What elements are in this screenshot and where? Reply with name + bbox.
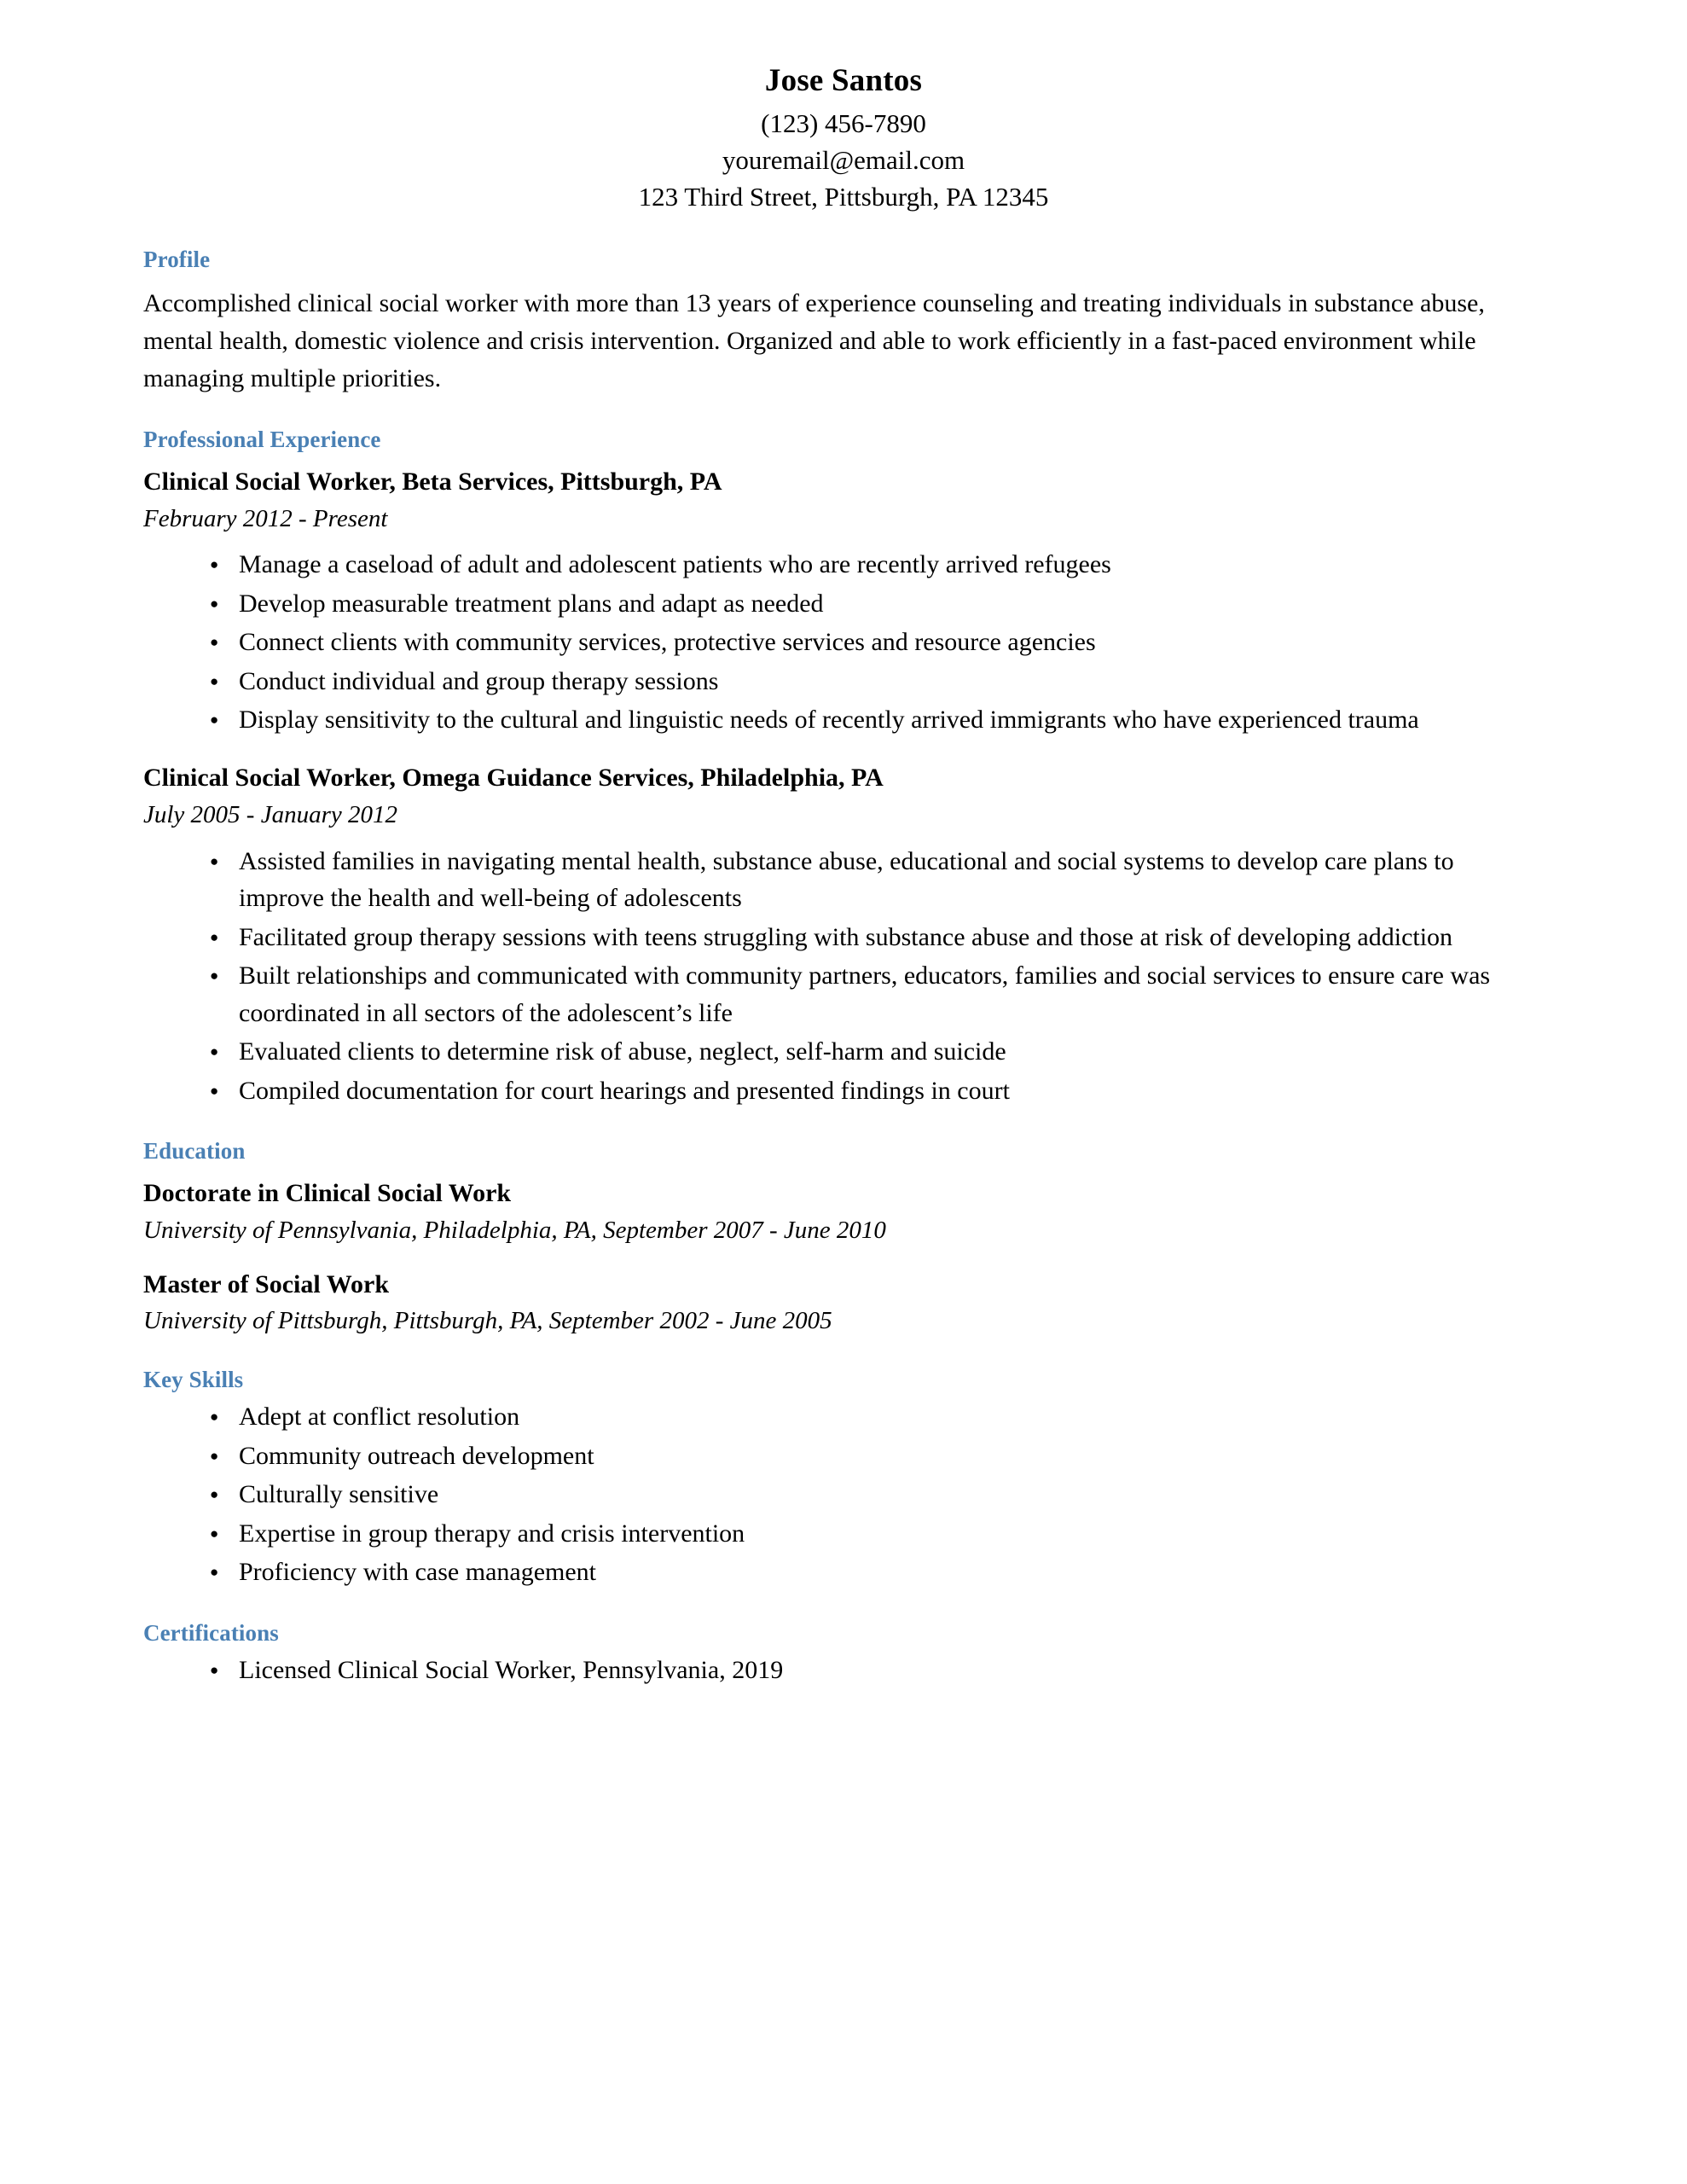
education-degree: Master of Social Work [143, 1269, 390, 1298]
list-item: ● Culturally sensitive [210, 1476, 1544, 1513]
job-dates: February 2012 - Present [143, 505, 388, 533]
list-item: ● Conduct individual and group therapy sessions [210, 663, 1544, 700]
experience-entry [143, 465, 1544, 739]
list-item: ● Proficiency with case management [210, 1554, 1544, 1591]
section-title-education: Education [143, 1138, 246, 1165]
list-item: ● Community outreach development [210, 1438, 1544, 1475]
list-item: ● Connect clients with community services, protective services and resource agencies [210, 624, 1544, 661]
list-item: ● Built relationships and communicated with community partners, educators, families and social services to ensure care was coordinated in all sectors of the adolescent’s life [210, 957, 1544, 1031]
job-bullets [143, 843, 1544, 1110]
section-title-profile: Profile [143, 246, 211, 272]
certifications-list [143, 1652, 1544, 1689]
experience-entry [143, 761, 1544, 1109]
profile-summary: Accomplished clinical social worker with more than 13 years of experience counseling and treating individuals in substance abuse, mental health, domestic violence and crisis intervention. Organized and able to work efficiently in a fast-paced environment while managing multiple priorities. [143, 288, 1485, 392]
job-title: Clinical Social Worker, Omega Guidance Services, Philadelphia, PA [143, 763, 884, 792]
section-title-certifications: Certifications [143, 1619, 279, 1646]
list-item: ● Compiled documentation for court hearings and presented findings in court [210, 1072, 1544, 1110]
education-entry [143, 1268, 1544, 1339]
section-title-experience: Professional Experience [143, 426, 381, 452]
candidate-phone: (123) 456-7890 [761, 108, 926, 139]
list-item: ● Adept at conflict resolution [210, 1398, 1544, 1436]
education-entry [143, 1176, 1544, 1247]
list-item: ● Licensed Clinical Social Worker, Pennsylvania, 2019 [210, 1652, 1544, 1689]
list-item: ● Assisted families in navigating mental health, substance abuse, educational and social systems to develop care plans to improve the health and well-being of adolescents [210, 843, 1544, 917]
list-item: ● Evaluated clients to determine risk of abuse, neglect, self-harm and suicide [210, 1033, 1544, 1071]
job-dates: July 2005 - January 2012 [143, 801, 397, 829]
candidate-name: Jose Santos [764, 63, 923, 98]
education-degree: Doctorate in Clinical Social Work [143, 1179, 512, 1208]
candidate-email: youremail@email.com [722, 145, 965, 176]
list-item: ● Display sensitivity to the cultural and linguistic needs of recently arrived immigrants who have experienced trauma [210, 701, 1544, 739]
education-detail: University of Pittsburgh, Pittsburgh, PA, September 2002 - June 2005 [143, 1307, 832, 1335]
key-skills-list [143, 1398, 1544, 1591]
list-item: ● Expertise in group therapy and crisis intervention [210, 1515, 1544, 1553]
job-title: Clinical Social Worker, Beta Services, Pittsburgh, PA [143, 467, 722, 496]
resume-header [143, 61, 1544, 216]
section-title-key-skills: Key Skills [143, 1367, 244, 1393]
candidate-address: 123 Third Street, Pittsburgh, PA 12345 [638, 181, 1049, 212]
list-item: ● Develop measurable treatment plans and adapt as needed [210, 585, 1544, 623]
education-detail: University of Pennsylvania, Philadelphia, PA, September 2007 - June 2010 [143, 1216, 886, 1244]
list-item: ● Facilitated group therapy sessions with teens struggling with substance abuse and those at risk of developing addiction [210, 919, 1544, 956]
list-item: ● Manage a caseload of adult and adolescent patients who are recently arrived refugees [210, 546, 1544, 584]
job-bullets [143, 546, 1544, 739]
